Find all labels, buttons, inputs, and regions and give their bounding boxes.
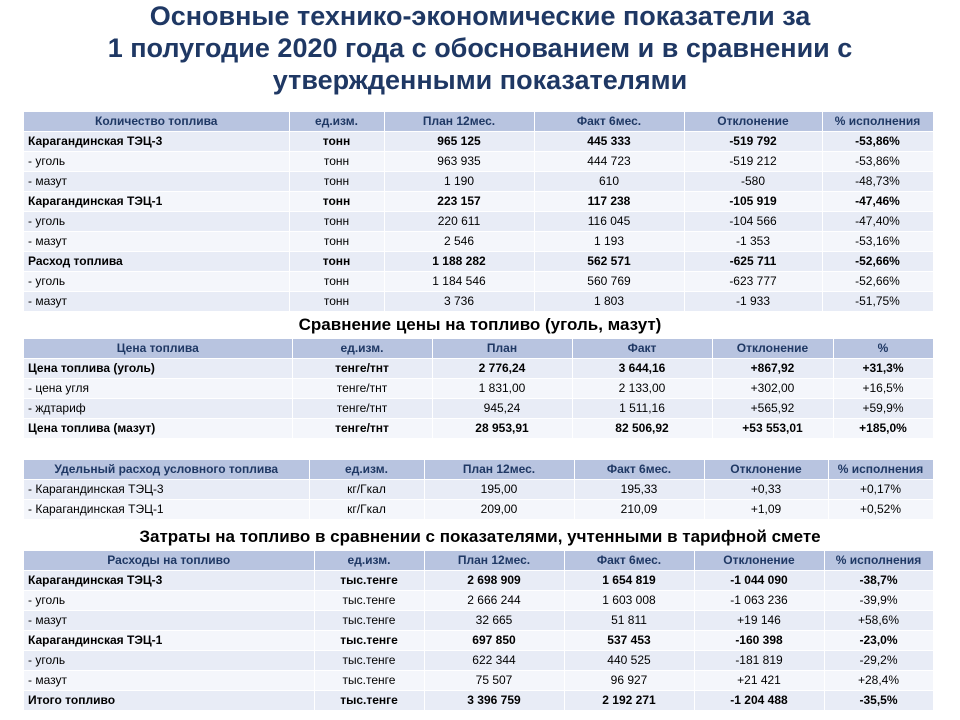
table-cell: +0,17% bbox=[828, 480, 933, 500]
column-header: Расходы на топливо bbox=[24, 551, 314, 571]
row-label: Карагандинская ТЭЦ-3 bbox=[24, 571, 314, 591]
table-cell: 116 045 bbox=[534, 212, 684, 232]
table-cell: +59,9% bbox=[833, 399, 933, 419]
table-cell: -625 711 bbox=[684, 252, 822, 272]
table-row bbox=[24, 359, 933, 379]
table-row bbox=[24, 292, 933, 312]
table-row bbox=[24, 500, 933, 520]
table-cell: -1 063 236 bbox=[694, 591, 824, 611]
table-cell: -1 933 bbox=[684, 292, 822, 312]
table-cell: тенге/тнт bbox=[292, 399, 432, 419]
table-cell: тыс.тенге bbox=[314, 611, 424, 631]
table-cell: 195,00 bbox=[424, 480, 574, 500]
column-header: ед.изм. bbox=[309, 460, 424, 480]
table-cell: 1 188 282 bbox=[384, 252, 534, 272]
table-cell: 445 333 bbox=[534, 132, 684, 152]
table-cell: кг/Гкал bbox=[309, 480, 424, 500]
table-cell: -1 204 488 bbox=[694, 691, 824, 711]
table-cell: +565,92 bbox=[712, 399, 833, 419]
row-label: - ждтариф bbox=[24, 399, 292, 419]
table-row bbox=[24, 172, 933, 192]
price-section-title: Сравнение цены на топливо (уголь, мазут) bbox=[298, 315, 662, 334]
table-row bbox=[24, 379, 933, 399]
table-cell: +0,33 bbox=[704, 480, 828, 500]
row-label: Цена топлива (мазут) bbox=[24, 419, 292, 439]
row-label: Карагандинская ТЭЦ-1 bbox=[24, 631, 314, 651]
column-header: ед.изм. bbox=[314, 551, 424, 571]
table-cell: тонн bbox=[289, 272, 384, 292]
table-cell: -53,86% bbox=[822, 152, 933, 172]
table-cell: 560 769 bbox=[534, 272, 684, 292]
table-cell: тыс.тенге bbox=[314, 591, 424, 611]
table-cell: тыс.тенге bbox=[314, 631, 424, 651]
table-cell: -38,7% bbox=[824, 571, 933, 591]
table-cell: -160 398 bbox=[694, 631, 824, 651]
table-cell: -519 212 bbox=[684, 152, 822, 172]
table-cell: 2 698 909 bbox=[424, 571, 564, 591]
table-row bbox=[24, 591, 933, 611]
table-row bbox=[24, 152, 933, 172]
table-cell: 562 571 bbox=[534, 252, 684, 272]
row-label: - уголь bbox=[24, 591, 314, 611]
table-cell: 610 bbox=[534, 172, 684, 192]
table-header-row bbox=[24, 551, 933, 571]
table-row bbox=[24, 480, 933, 500]
table-cell: тонн bbox=[289, 172, 384, 192]
table-cell: тыс.тенге bbox=[314, 691, 424, 711]
table-header-row bbox=[24, 112, 933, 132]
table-row bbox=[24, 192, 933, 212]
table-cell: тонн bbox=[289, 252, 384, 272]
table-cell: тонн bbox=[289, 292, 384, 312]
table-cell: -51,75% bbox=[822, 292, 933, 312]
column-header: План 12мес. bbox=[384, 112, 534, 132]
table-row bbox=[24, 691, 933, 711]
table-cell: +185,0% bbox=[833, 419, 933, 439]
table-cell: 2 192 271 bbox=[564, 691, 694, 711]
column-header: Удельный расход условного топлива bbox=[24, 460, 309, 480]
column-header: План 12мес. bbox=[424, 460, 574, 480]
table-row bbox=[24, 671, 933, 691]
column-header: Факт bbox=[572, 339, 712, 359]
table-cell: +31,3% bbox=[833, 359, 933, 379]
column-header: Факт 6мес. bbox=[564, 551, 694, 571]
table-cell: -47,46% bbox=[822, 192, 933, 212]
table-row bbox=[24, 212, 933, 232]
column-header: ед.изм. bbox=[292, 339, 432, 359]
table-cell: 210,09 bbox=[574, 500, 704, 520]
row-label: - цена угля bbox=[24, 379, 292, 399]
table-cell: тыс.тенге bbox=[314, 571, 424, 591]
table-cell: -47,40% bbox=[822, 212, 933, 232]
table-cell: 622 344 bbox=[424, 651, 564, 671]
table-cell: 28 953,91 bbox=[432, 419, 572, 439]
table-cell: 444 723 bbox=[534, 152, 684, 172]
table-row bbox=[24, 252, 933, 272]
table-cell: кг/Гкал bbox=[309, 500, 424, 520]
fuel-price-table bbox=[24, 339, 934, 439]
table-cell: 75 507 bbox=[424, 671, 564, 691]
table-row bbox=[24, 631, 933, 651]
table-cell: -580 bbox=[684, 172, 822, 192]
table-cell: 1 184 546 bbox=[384, 272, 534, 292]
row-label: - уголь bbox=[24, 272, 289, 292]
table-cell: +58,6% bbox=[824, 611, 933, 631]
table-cell: тенге/тнт bbox=[292, 379, 432, 399]
column-header: % bbox=[833, 339, 933, 359]
table-cell: +302,00 bbox=[712, 379, 833, 399]
table-cell: тонн bbox=[289, 152, 384, 172]
row-label: Расход топлива bbox=[24, 252, 289, 272]
column-header: План bbox=[432, 339, 572, 359]
row-label: - мазут bbox=[24, 172, 289, 192]
table-cell: тыс.тенге bbox=[314, 671, 424, 691]
row-label: Цена топлива (уголь) bbox=[24, 359, 292, 379]
table-cell: 209,00 bbox=[424, 500, 574, 520]
column-header: Количество топлива bbox=[24, 112, 289, 132]
table-cell: тонн bbox=[289, 212, 384, 232]
table-cell: 96 927 bbox=[564, 671, 694, 691]
title-line-1: Основные технико-экономические показатели за bbox=[149, 1, 811, 31]
table-row bbox=[24, 651, 933, 671]
page-title bbox=[0, 0, 960, 96]
column-header: Отклонение bbox=[712, 339, 833, 359]
table-cell: 537 453 bbox=[564, 631, 694, 651]
table-header-row bbox=[24, 460, 933, 480]
table-cell: -35,5% bbox=[824, 691, 933, 711]
table-cell: тонн bbox=[289, 192, 384, 212]
table-cell: тыс.тенге bbox=[314, 651, 424, 671]
row-label: - уголь bbox=[24, 212, 289, 232]
table-cell: -53,86% bbox=[822, 132, 933, 152]
table-cell: 963 935 bbox=[384, 152, 534, 172]
table-cell: -52,66% bbox=[822, 252, 933, 272]
table-row bbox=[24, 611, 933, 631]
table-cell: 2 776,24 bbox=[432, 359, 572, 379]
table-cell: 195,33 bbox=[574, 480, 704, 500]
column-header: ед.изм. bbox=[289, 112, 384, 132]
table-cell: -181 819 bbox=[694, 651, 824, 671]
table-cell: +21 421 bbox=[694, 671, 824, 691]
table-cell: 2 133,00 bbox=[572, 379, 712, 399]
table-row bbox=[24, 571, 933, 591]
table-cell: +867,92 bbox=[712, 359, 833, 379]
row-label: - мазут bbox=[24, 232, 289, 252]
row-label: - уголь bbox=[24, 651, 314, 671]
table-cell: +28,4% bbox=[824, 671, 933, 691]
table-row bbox=[24, 399, 933, 419]
column-header: Отклонение bbox=[684, 112, 822, 132]
table-cell: -105 919 bbox=[684, 192, 822, 212]
table-cell: 82 506,92 bbox=[572, 419, 712, 439]
table-cell: тонн bbox=[289, 132, 384, 152]
row-label: - Карагандинская ТЭЦ-3 bbox=[24, 480, 309, 500]
table-cell: 220 611 bbox=[384, 212, 534, 232]
table-cell: 3 396 759 bbox=[424, 691, 564, 711]
row-label: Карагандинская ТЭЦ-3 bbox=[24, 132, 289, 152]
row-label: - Карагандинская ТЭЦ-1 bbox=[24, 500, 309, 520]
table-cell: +1,09 bbox=[704, 500, 828, 520]
table-cell: -23,0% bbox=[824, 631, 933, 651]
table-cell: -52,66% bbox=[822, 272, 933, 292]
column-header: Факт 6мес. bbox=[574, 460, 704, 480]
table-cell: 117 238 bbox=[534, 192, 684, 212]
table-cell: -104 566 bbox=[684, 212, 822, 232]
table-cell: +0,52% bbox=[828, 500, 933, 520]
row-label: - уголь bbox=[24, 152, 289, 172]
row-label: - мазут bbox=[24, 611, 314, 631]
table-cell: 965 125 bbox=[384, 132, 534, 152]
table-cell: 223 157 bbox=[384, 192, 534, 212]
table-cell: 1 803 bbox=[534, 292, 684, 312]
table-cell: тонн bbox=[289, 232, 384, 252]
table-cell: +16,5% bbox=[833, 379, 933, 399]
table-cell: 1 511,16 bbox=[572, 399, 712, 419]
table-cell: 697 850 bbox=[424, 631, 564, 651]
row-label: Итого топливо bbox=[24, 691, 314, 711]
table-cell: -1 353 bbox=[684, 232, 822, 252]
row-label: - мазут bbox=[24, 671, 314, 691]
column-header: % исполнения bbox=[828, 460, 933, 480]
table-cell: -623 777 bbox=[684, 272, 822, 292]
table-cell: 1 603 008 bbox=[564, 591, 694, 611]
column-header: Отклонение bbox=[704, 460, 828, 480]
table-cell: 1 654 819 bbox=[564, 571, 694, 591]
column-header: Цена топлива bbox=[24, 339, 292, 359]
table-cell: 51 811 bbox=[564, 611, 694, 631]
table-cell: 1 831,00 bbox=[432, 379, 572, 399]
table-cell: 1 193 bbox=[534, 232, 684, 252]
table-cell: -1 044 090 bbox=[694, 571, 824, 591]
fuel-costs-table bbox=[24, 551, 934, 711]
column-header: Факт 6мес. bbox=[534, 112, 684, 132]
table-cell: 2 546 bbox=[384, 232, 534, 252]
table-cell: 3 736 bbox=[384, 292, 534, 312]
row-label: Карагандинская ТЭЦ-1 bbox=[24, 192, 289, 212]
title-line-3: утвержденными показателями bbox=[272, 65, 688, 95]
table-cell: +53 553,01 bbox=[712, 419, 833, 439]
table-row bbox=[24, 419, 933, 439]
column-header: % исполнения bbox=[824, 551, 933, 571]
fuel-quantity-table bbox=[24, 112, 934, 312]
table-cell: тенге/тнт bbox=[292, 359, 432, 379]
title-line-2: 1 полугодие 2020 года с обоснованием и в сравнении с bbox=[107, 33, 853, 63]
table-cell: +19 146 bbox=[694, 611, 824, 631]
table-row bbox=[24, 132, 933, 152]
table-cell: 3 644,16 bbox=[572, 359, 712, 379]
table-cell: тенге/тнт bbox=[292, 419, 432, 439]
column-header: % исполнения bbox=[822, 112, 933, 132]
table-cell: -519 792 bbox=[684, 132, 822, 152]
table-cell: 1 190 bbox=[384, 172, 534, 192]
table-row bbox=[24, 232, 933, 252]
table-cell: -53,16% bbox=[822, 232, 933, 252]
column-header: Отклонение bbox=[694, 551, 824, 571]
table-header-row bbox=[24, 339, 933, 359]
table-cell: -48,73% bbox=[822, 172, 933, 192]
costs-section-title: Затраты на топливо в сравнении с показателями, учтенными в тарифной смете bbox=[139, 527, 821, 546]
column-header: План 12мес. bbox=[424, 551, 564, 571]
table-cell: 2 666 244 bbox=[424, 591, 564, 611]
table-cell: -39,9% bbox=[824, 591, 933, 611]
table-row bbox=[24, 272, 933, 292]
table-cell: 440 525 bbox=[564, 651, 694, 671]
row-label: - мазут bbox=[24, 292, 289, 312]
table-cell: 32 665 bbox=[424, 611, 564, 631]
table-cell: -29,2% bbox=[824, 651, 933, 671]
specific-consumption-table bbox=[24, 460, 934, 520]
table-cell: 945,24 bbox=[432, 399, 572, 419]
